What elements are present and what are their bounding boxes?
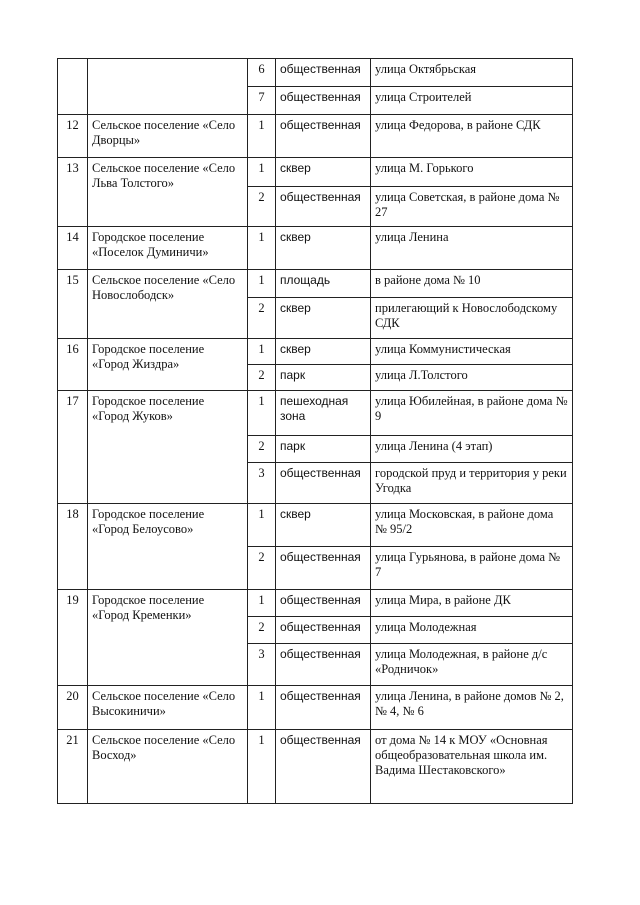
territory-location: улица Л.Толстого — [371, 365, 573, 391]
table-row — [58, 115, 573, 158]
sub-number: 1 — [248, 590, 276, 617]
table-row — [58, 686, 573, 730]
sub-number: 2 — [248, 365, 276, 391]
territory-type: общественная — [276, 730, 371, 804]
sub-number: 6 — [248, 59, 276, 87]
table-row — [58, 158, 573, 187]
sub-number: 7 — [248, 87, 276, 115]
table-row — [58, 339, 573, 365]
sub-number: 3 — [248, 463, 276, 504]
territory-location: от дома № 14 к МОУ «Основная общеобразовательная школа им. Вадима Шестаковского» — [371, 730, 573, 804]
territory-location: прилегающий к Новослободскому СДК — [371, 298, 573, 339]
territory-type: сквер — [276, 158, 371, 187]
territory-location: улица Гурьянова, в районе дома № 7 — [371, 547, 573, 590]
sub-number: 1 — [248, 339, 276, 365]
row-number: 12 — [58, 115, 88, 158]
territory-type: общественная — [276, 187, 371, 227]
territory-type: парк — [276, 436, 371, 463]
territory-location: улица Федорова, в районе СДК — [371, 115, 573, 158]
territory-type: общественная — [276, 644, 371, 686]
territory-location: улица Молодежная, в районе д/с «Родничок» — [371, 644, 573, 686]
settlement-name: Сельское поселение «Село Новослободск» — [88, 270, 248, 339]
settlement-name: Городское поселение «Город Белоусово» — [88, 504, 248, 590]
table-row — [58, 504, 573, 547]
territory-location: улица Ленина (4 этап) — [371, 436, 573, 463]
settlement-name: Сельское поселение «Село Высокиничи» — [88, 686, 248, 730]
table-row — [58, 730, 573, 804]
row-number: 14 — [58, 227, 88, 270]
sub-number: 1 — [248, 730, 276, 804]
settlement-name: Городское поселение «Город Жуков» — [88, 391, 248, 504]
territory-location: улица Московская, в районе дома № 95/2 — [371, 504, 573, 547]
territory-type: пешеходная зона — [276, 391, 371, 436]
territory-location: улица Молодежная — [371, 617, 573, 644]
settlement-name: Городское поселение «Город Кременки» — [88, 590, 248, 686]
sub-number: 2 — [248, 436, 276, 463]
sub-number: 2 — [248, 617, 276, 644]
territory-type: общественная — [276, 686, 371, 730]
row-number: 13 — [58, 158, 88, 227]
row-number: 17 — [58, 391, 88, 504]
settlement-name: Сельское поселение «Село Льва Толстого» — [88, 158, 248, 227]
territory-type: общественная — [276, 115, 371, 158]
row-number: 15 — [58, 270, 88, 339]
table-row — [58, 391, 573, 436]
sub-number: 1 — [248, 270, 276, 298]
territory-type: сквер — [276, 298, 371, 339]
row-number: 20 — [58, 686, 88, 730]
territory-location: улица Коммунистическая — [371, 339, 573, 365]
territory-type: площадь — [276, 270, 371, 298]
territory-type: общественная — [276, 547, 371, 590]
territory-location: улица Юбилейная, в районе дома № 9 — [371, 391, 573, 436]
sub-number: 1 — [248, 227, 276, 270]
sub-number: 2 — [248, 547, 276, 590]
territory-type: общественная — [276, 617, 371, 644]
table-row — [58, 227, 573, 270]
sub-number: 3 — [248, 644, 276, 686]
territory-location: улица Строителей — [371, 87, 573, 115]
sub-number: 1 — [248, 158, 276, 187]
sub-number: 2 — [248, 298, 276, 339]
settlement-name: Городское поселение «Поселок Думиничи» — [88, 227, 248, 270]
sub-number: 1 — [248, 686, 276, 730]
territory-type: общественная — [276, 463, 371, 504]
sub-number: 1 — [248, 504, 276, 547]
territory-type: общественная — [276, 590, 371, 617]
row-number: 21 — [58, 730, 88, 804]
settlement-name — [88, 59, 248, 115]
table-row — [58, 590, 573, 617]
table-row — [58, 270, 573, 298]
settlement-name: Городское поселение «Город Жиздра» — [88, 339, 248, 391]
sub-number: 2 — [248, 187, 276, 227]
territory-type: общественная — [276, 59, 371, 87]
sub-number: 1 — [248, 115, 276, 158]
row-number: 16 — [58, 339, 88, 391]
territory-location: в районе дома № 10 — [371, 270, 573, 298]
sub-number: 1 — [248, 391, 276, 436]
territory-location: улица Советская, в районе дома № 27 — [371, 187, 573, 227]
territory-type: общественная — [276, 87, 371, 115]
settlement-name: Сельское поселение «Село Восход» — [88, 730, 248, 804]
territory-type: сквер — [276, 504, 371, 547]
territory-location: улица Мира, в районе ДК — [371, 590, 573, 617]
territory-location: улица Ленина — [371, 227, 573, 270]
territory-location: улица М. Горького — [371, 158, 573, 187]
table-row — [58, 59, 573, 87]
settlement-name: Сельское поселение «Село Дворцы» — [88, 115, 248, 158]
territory-location: городской пруд и территория у реки Угодка — [371, 463, 573, 504]
territory-type: сквер — [276, 339, 371, 365]
territory-location: улица Октябрьская — [371, 59, 573, 87]
territory-type: парк — [276, 365, 371, 391]
row-number: 18 — [58, 504, 88, 590]
territory-location: улица Ленина, в районе домов № 2, № 4, № 6 — [371, 686, 573, 730]
row-number: 19 — [58, 590, 88, 686]
row-number — [58, 59, 88, 115]
settlement-territory-table — [57, 58, 573, 804]
territory-type: сквер — [276, 227, 371, 270]
